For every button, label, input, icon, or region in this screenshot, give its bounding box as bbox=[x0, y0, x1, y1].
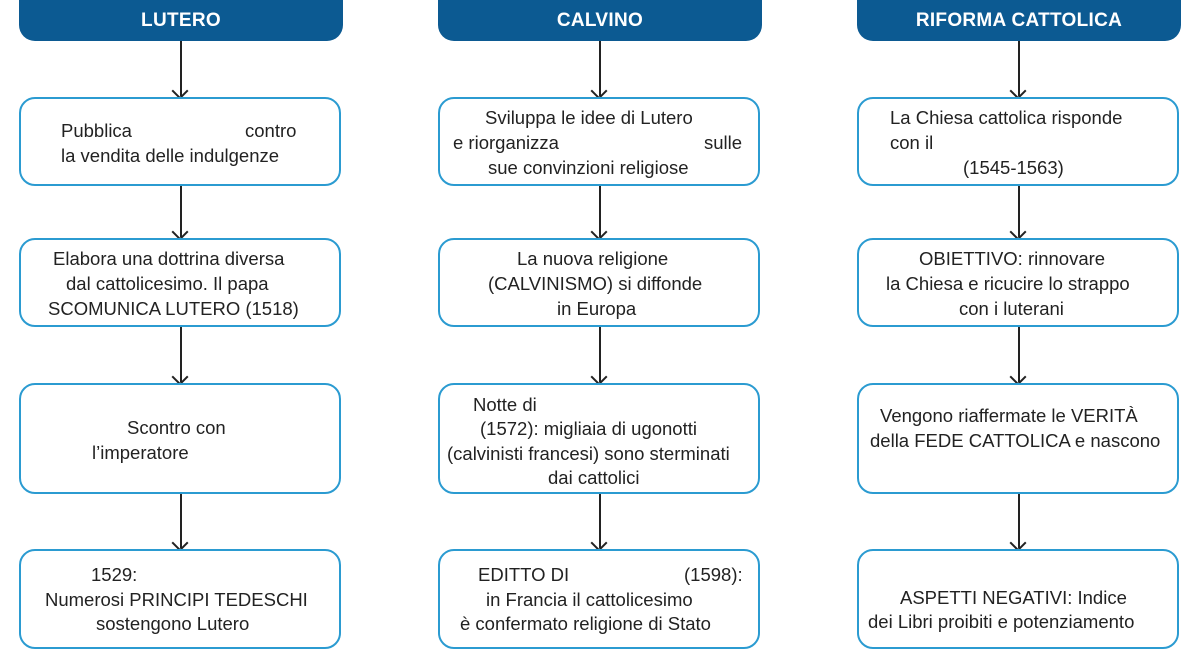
box-calvino-1 bbox=[438, 97, 760, 186]
box-riforma-2 bbox=[857, 238, 1179, 327]
box-text-line: (1598): bbox=[684, 564, 743, 585]
box-text-line: dal cattolicesimo. Il papa bbox=[66, 273, 269, 294]
box-lutero-1 bbox=[19, 97, 341, 186]
box-text-line: La nuova religione bbox=[517, 248, 669, 269]
column-title: RIFORMA CATTOLICA bbox=[915, 9, 1123, 31]
box-text-line: La Chiesa cattolica risponde bbox=[890, 107, 1123, 128]
box-text-line: (CALVINISMO) si diffonde bbox=[488, 273, 703, 294]
box-text-line: OBIETTIVO: rinnovare bbox=[919, 248, 1106, 269]
box-lutero-2 bbox=[19, 238, 341, 327]
box-calvino-3 bbox=[438, 383, 760, 494]
box-calvino-4 bbox=[438, 549, 760, 649]
box-text-line: e riorganizza bbox=[453, 132, 559, 153]
box-riforma-4 bbox=[857, 549, 1179, 649]
column-header-riforma-cattolica bbox=[857, 0, 1181, 41]
box-text-line: dei Libri proibiti e potenziamento bbox=[868, 611, 1135, 632]
box-text-line: Numerosi PRINCIPI TEDESCHI bbox=[45, 589, 308, 610]
box-text-line: (1545-1563) bbox=[963, 157, 1064, 178]
column-title: LUTERO bbox=[141, 9, 221, 31]
box-text-line: Vengono riaffermate le VERITÀ bbox=[880, 405, 1138, 426]
box-lutero-3 bbox=[19, 383, 341, 494]
box-text-line: Elabora una dottrina diversa bbox=[53, 248, 285, 269]
box-text-line: dai cattolici bbox=[548, 467, 640, 488]
box-riforma-3 bbox=[857, 383, 1179, 494]
column-header-lutero bbox=[19, 0, 343, 41]
box-text-line: sostengono Lutero bbox=[96, 613, 250, 634]
box-riforma-1 bbox=[857, 97, 1179, 186]
box-text-line: 1529: bbox=[91, 564, 138, 585]
box-text-line: sulle bbox=[704, 132, 743, 153]
box-text-line: sue convinzioni religiose bbox=[488, 157, 689, 178]
box-text-line: ASPETTI NEGATIVI: Indice bbox=[900, 587, 1127, 608]
box-text-line: con i luterani bbox=[959, 298, 1064, 319]
box-text-line: la vendita delle indulgenze bbox=[61, 145, 280, 166]
box-text-line: l’imperatore bbox=[92, 442, 189, 463]
box-text-line: SCOMUNICA LUTERO (1518) bbox=[48, 298, 299, 319]
column-header-calvino bbox=[438, 0, 762, 41]
box-text-line: contro bbox=[245, 120, 297, 141]
box-text-line: con il bbox=[890, 132, 934, 153]
box-text-line: EDITTO DI bbox=[478, 564, 570, 585]
box-text-line: la Chiesa e ricucire lo strappo bbox=[886, 273, 1130, 294]
box-lutero-4 bbox=[19, 549, 341, 649]
box-text-line: in Europa bbox=[557, 298, 637, 319]
box-text-line: in Francia il cattolicesimo bbox=[486, 589, 693, 610]
box-text-line: della FEDE CATTOLICA e nascono bbox=[870, 430, 1161, 451]
box-text-line: è confermato religione di Stato bbox=[460, 613, 711, 634]
box-text-line: (1572): migliaia di ugonotti bbox=[480, 418, 697, 439]
box-text-line: Notte di bbox=[473, 394, 537, 415]
box-text-line: Sviluppa le idee di Lutero bbox=[485, 107, 693, 128]
column-title: CALVINO bbox=[556, 9, 644, 31]
box-calvino-2 bbox=[438, 238, 760, 327]
box-text-line: Pubblica bbox=[61, 120, 132, 141]
box-text-line: Scontro con bbox=[127, 417, 226, 438]
box-text-line: (calvinisti francesi) sono sterminati bbox=[447, 443, 730, 464]
